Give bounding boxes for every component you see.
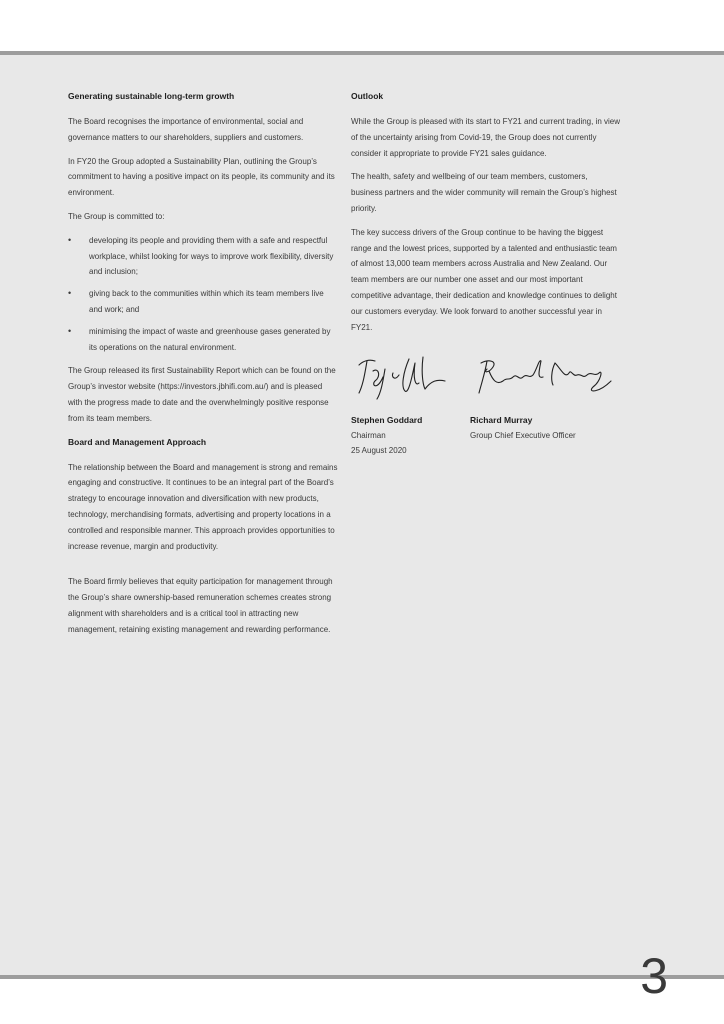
paragraph: In FY20 the Group adopted a Sustainability Plan, outlining the Group’s commitment to having a positive impact on its people, its community and its environment. [68,156,335,198]
list-item: • minimising the impact of waste and greenhouse gases generated by its operations on the natural environment. [68,324,338,356]
list-item: • giving back to the communities within which its team members live and work; and [68,286,338,318]
section-heading-outlook: Outlook [351,91,384,101]
paragraph: While the Group is pleased with its start to FY21 and current trading, in view of the uncertainty arising from Covid-19, the Group does not currently consider it appropriate to provide FY21 sales guidance. [351,117,621,158]
signer-block [351,413,621,447]
signer-name: Richard Murray [470,415,533,426]
signer-role: Group Chief Executive Officer [470,431,576,441]
paragraph: The Group is committed to: [68,211,165,221]
commitment-list [68,233,338,356]
left-column [68,89,338,646]
paragraph: The key success drivers of the Group continue to be having the biggest range and the lowest prices, supported by a talented and enthusiastic team of almost 13,000 team members across Australia and New Zealand. Our team members are our number one asset and our most important competitive advantage, their dedication and knowledge continues to delight our customers everyday. We look forward to another successful year in FY21. [351,227,617,332]
bottom-divider [0,975,724,979]
paragraph: The Board recognises the importance of environmental, social and governance matters to our shareholders, suppliers and customers. [68,117,304,142]
paragraph: The health, safety and wellbeing of our team members, customers, business partners and the wider community will remain the Group’s highest priority. [351,172,617,213]
signature-goddard-image [353,351,453,403]
paragraph: The Group released its first Sustainability Report which can be found on the Group’s investor website (https://investors.jbhifi.com.au/) and is pleased with the progress made to date and the overwhelmingly positive response from its team members. [68,366,336,423]
section-heading-board: Board and Management Approach [68,436,207,447]
spacer [68,562,338,574]
right-column [351,89,621,458]
date: 25 August 2020 [351,446,407,456]
section-heading-growth: Generating sustainable long-term growth [68,91,235,101]
signer-goddard [351,413,422,443]
signature-murray-image [471,351,621,403]
list-item: • developing its people and providing them with a safe and respectful workplace, whilst looking for ways to improve work flexibility, diversity and inclusion; [68,233,338,280]
signer-role: Chairman [351,431,386,441]
signatures [351,351,621,413]
paragraph: The relationship between the Board and management is strong and remains engaging and constructive. It continues to be an integral part of the Board’s strategy to encourage innovation and diversification with new products, technology, merchandising formats, advertising and property locations in a controlled and responsible manner. This approach provides opportunities to increase revenue, margin and productivity. [68,462,338,551]
page-number: 3 [640,948,668,1004]
paragraph: The Board firmly believes that equity participation for management through the Group’s share ownership-based remuneration schemes creates strong alignment with shareholders and is a critical tool in attracting new management, retaining existing management and rewarding performance. [68,577,333,634]
signer-murray [470,413,576,443]
signer-name: Stephen Goddard [351,415,423,426]
